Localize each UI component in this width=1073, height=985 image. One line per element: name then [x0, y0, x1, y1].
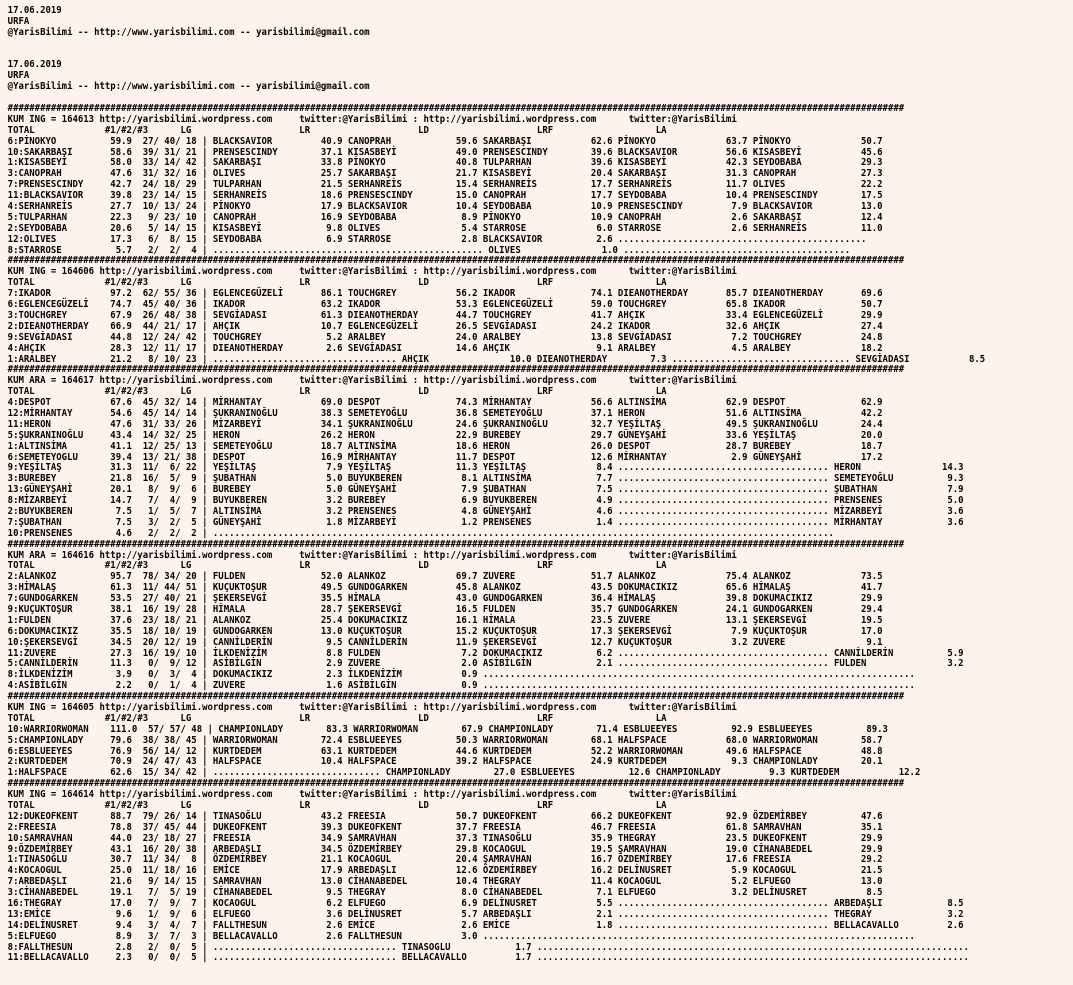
- report-line: 3:HİMALAŞ 61.3 11/ 44/ 51 | KUÇUKTOŞUR 49.5 GUNDOGARKEN 45.8 ALANKOZ 43.5 DOKUMACIKIZ 65.6 HİMALAŞ 41.7: [7, 582, 883, 594]
- section-separator: ######################################################################################################################################################################: [7, 103, 905, 115]
- report-line: 12:OLIVES 17.3 6/ 8/ 15 | SEYDOBABA 6.9 STARROSE 2.8 BLACKSAVIOR 2.6 ..............................................: [7, 233, 867, 245]
- report-line: @YarisBilimi -- http://www.yarisbilimi.com -- yarisbilimi@gmail.com: [7, 26, 370, 38]
- report-line: 2:KURTDEDEM 70.9 24/ 47/ 43 | HALFSPACE 10.4 HALFSPACE 39.2 HALFSPACE 24.9 KURTDEDEM 9.3 CHAMPIONLADY 20.1: [7, 756, 883, 768]
- report-line: 6:DOKUMACIKIZ 35.5 18/ 10/ 19 | GUNDOGARKEN 13.0 KUÇUKTOŞUR 15.2 KUÇUKTOŞUR 17.3 ŞEKERSEVGİ 7.9 KUÇUKTOŞUR 17.0: [7, 625, 883, 637]
- report-line: 10:SAMRAVHAN 44.0 23/ 18/ 27 | FREESIA 34.9 SAMRAVHAN 37.3 TINASOĞLU 35.9 THEGRAY 23.5 DUKEOFKENT 29.9: [7, 832, 883, 844]
- report-line: 9:YEŞİLTAŞ 31.3 11/ 6/ 22 | YEŞİLTAŞ 7.9 YEŞİLTAŞ 11.3 YEŞİLTAŞ 8.4 ....................................... HERON 14.3: [7, 462, 964, 474]
- race-header: KUM ING = 164606 http://yarisbilimi.wordpress.com twitter:@YarisBilimi : http://yarisbilimi.wordpress.com twitter:@YarisBilimi: [7, 266, 737, 278]
- report-line: 5:ELFUEGO 8.9 3/ 7/ 3 | BELLACAVALLO 2.6 FALLTHESUN 3.0 ................................................................................: [7, 930, 915, 942]
- report-line: URFA: [7, 70, 30, 82]
- column-header: TOTAL #1/#2/#3 LG LR LD LRF LA: [7, 277, 667, 289]
- report-line: 11:BELLACAVALLO 2.3 0/ 0/ 5 | .................................. BELLACAVALLO 1.7 ................................................................................: [7, 952, 969, 964]
- report-line: 8:STARROSE 5.7 2/ 2/ 4 | .................................................. OLIVES 1.0 ..........................................: [7, 244, 851, 256]
- report-line: 6:ESBLUEEYES 76.9 56/ 14/ 12 | KURTDEDEM 63.1 KURTDEDEM 44.6 KURTDEDEM 52.2 WARRIORWOMAN 49.6 HALFSPACE 48.8: [7, 745, 883, 757]
- blank-line: [8, 39, 1030, 50]
- column-header: TOTAL #1/#2/#3 LG LR LD LRF LA: [7, 800, 667, 812]
- report-line: 1:FULDEN 37.6 23/ 18/ 21 | ALANKOZ 25.4 DOKUMACIKIZ 16.1 HİMALA 23.5 ZUVERE 13.1 ŞEKERSEVGİ 19.5: [7, 614, 883, 626]
- report-line: 9:KUÇUKTOŞUR 38.1 16/ 19/ 28 | HİMALA 28.7 ŞEKERSEVGİ 16.5 FULDEN 35.7 GUNDOGARKEN 24.1 GUNDOGARKEN 29.4: [7, 603, 883, 615]
- report-line: 10:SAKARBAŞI 58.6 39/ 31/ 21 | PRENSESCINDY 37.1 KISASBEYİ 49.0 PRENSESCINDY 39.6 BLACKSAVIOR 56.6 KISASBEYİ 45.6: [7, 146, 883, 158]
- report-line: 12:MİRHANTAY 54.6 45/ 14/ 14 | ŞUKRANINOĞLU 38.3 SEMETEYOĞLU 36.8 SEMETEYOĞLU 37.1 HERON 51.6 ALTINSİMA 42.2: [7, 407, 883, 419]
- report-line: 2:DIEANOTHERDAY 66.9 44/ 21/ 17 | AHÇIK 10.7 EGLENCEGÜZELİ 26.5 SEVGİADASI 24.2 IKADOR 32.6 AHÇIK 27.4: [7, 320, 883, 332]
- section-separator: ######################################################################################################################################################################: [7, 364, 905, 376]
- blank-line: [8, 50, 1030, 61]
- report-line: 2:ALANKOZ 95.7 78/ 34/ 20 | FULDEN 52.0 ALANKOZ 69.7 ZUVERE 51.7 ALANKOZ 75.4 ALANKOZ 73.5: [7, 571, 883, 583]
- column-header: TOTAL #1/#2/#3 LG LR LD LRF LA: [7, 560, 667, 572]
- report-line: 9:ÖZDEMİRBEY 43.1 16/ 20/ 38 | ARBEDAŞLI 34.5 ÖZDEMİRBEY 29.8 KOCAOGUL 19.5 ŞAMRAVHAN 19.0 CİHANABEDEL 29.9: [7, 843, 883, 855]
- report-line: 17.06.2019: [7, 59, 62, 71]
- race-header: KUM ARA = 164617 http://yarisbilimi.wordpress.com twitter:@YarisBilimi : http://yarisbilimi.wordpress.com twitter:@YarisBilimi: [7, 375, 737, 387]
- report-line: 4:AHÇIK 28.3 12/ 11/ 17 | DIEANOTHERDAY 2.6 SEVGİADASI 14.6 AHÇIK 9.1 ARALBEY 4.5 ARALBEY 18.2: [7, 342, 883, 354]
- report-line: @YarisBilimi -- http://www.yarisbilimi.com -- yarisbilimi@gmail.com: [7, 81, 370, 93]
- report-line: 4:DESPOT 67.6 45/ 32/ 14 | MİRHANTAY 69.0 DESPOT 74.3 MİRHANTAY 56.6 ALTINSİMA 62.9 DESPOT 62.9: [7, 397, 883, 409]
- report-line: 1:KISASBEYİ 58.0 33/ 14/ 42 | SAKARBAŞI 33.8 PİNOKYO 40.8 TULPARHAN 39.6 KISASBEYİ 42.3 SEYDOBABA 29.3: [7, 157, 883, 169]
- report-line: 10:PRENSENES 4.6 2/ 2/ 2 | ...................................................................................................................: [7, 527, 834, 539]
- column-header: TOTAL #1/#2/#3 LG LR LD LRF LA: [7, 124, 667, 136]
- report-line: 2:FREESIA 78.8 37/ 45/ 44 | DUKEOFKENT 39.3 DUKEOFKENT 37.7 FREESIA 46.7 FREESIA 61.8 SAMRAVHAN 35.1: [7, 821, 883, 833]
- report-line: 4:KOCAOGUL 25.0 11/ 18/ 16 | EMİCE 17.9 ARBEDAŞLI 12.6 ÖZDEMİRBEY 16.2 DELİNUSRET 5.9 KOCAOGUL 21.5: [7, 865, 883, 877]
- column-header: TOTAL #1/#2/#3 LG LR LD LRF LA: [7, 712, 667, 724]
- report-line: 8:FALLTHESUN 2.8 2/ 0/ 5 | .................................. TINASOGLU 1.7 ................................................................................: [7, 941, 969, 953]
- report-line: 7:GUNDOGARKEN 53.5 27/ 40/ 21 | ŞEKERSEVGİ 35.5 HİMALA 43.0 GUNDOGARKEN 36.4 HİMALAŞ 39.8 DOKUMACIKIZ 29.9: [7, 593, 883, 605]
- report-line: 2:BUYUKBEREN 7.5 1/ 5/ 7 | ALTINSİMA 3.2 PRENSENES 4.8 GÜNEYŞAHİ 4.6 ....................................... MİZARBEYİ 3.6: [7, 505, 964, 517]
- report-line: 13:GÜNEYŞAHİ 20.1 8/ 9/ 6 | BUREBEY 5.0 GÜNEYŞAHİ 7.9 ŞUBATHAN 7.5 ....................................... ŞUBATHAN 7.9: [7, 484, 964, 496]
- report-line: 7:IKADOR 97.2 62/ 55/ 36 | EGLENCEGÜZELİ 86.1 TOUCHGREY 56.2 IKADOR 74.1 DIEANOTHERDAY 85.7 DIEANOTHERDAY 69.6: [7, 288, 883, 300]
- report-line: 7:ARBEDAŞLI 21.6 9/ 14/ 15 | SAMRAVHAN 13.0 CİHANABEDEL 10.4 THEGRAY 11.4 KOCAOGUL 5.2 ELFUEGO 13.0: [7, 876, 883, 888]
- section-separator: ######################################################################################################################################################################: [7, 538, 905, 550]
- report-line: 6:PİNOKYO 59.9 27/ 40/ 18 | BLACKSAVIOR 40.9 CANOPRAH 59.6 SAKARBAŞI 62.6 PİNOKYO 63.7 PİNOKYO 50.7: [7, 135, 883, 147]
- race-header: KUM ING = 164605 http://yarisbilimi.wordpress.com twitter:@YarisBilimi : http://yarisbilimi.wordpress.com twitter:@YarisBilimi: [7, 702, 737, 713]
- section-separator: ######################################################################################################################################################################: [7, 255, 905, 267]
- report-line: 1:HALFSPACE 62.6 15/ 34/ 42 | ............................... CHAMPIONLADY 27.0 ESBLUEEYES 12.6 CHAMPIONLADY 9.3 KURTDEDEM 12.2: [7, 767, 921, 779]
- section-separator: ######################################################################################################################################################################: [7, 778, 905, 790]
- report-line: 12:DUKEOFKENT 88.7 79/ 26/ 14 | TINASOĞLU 43.2 FREESIA 50.7 DUKEOFKENT 66.2 DUKEOFKENT 92.9 ÖZDEMİRBEY 47.6: [7, 810, 883, 822]
- report-line: 3:TOUCHGREY 67.9 26/ 48/ 38 | SEVGİADASI 61.3 DIEANOTHERDAY 44.7 TOUCHGREY 41.7 AHÇIK 33.4 EGLENCEGÜZELİ 29.9: [7, 309, 883, 321]
- report-line: 14:DELİNUSRET 9.4 3/ 4/ 7 | FALLTHESUN 2.6 EMİCE 2.6 EMİCE 1.8 ....................................... BELLACAVALLO 2.6: [7, 919, 964, 931]
- report-line: 8:MİZARBEYİ 14.7 7/ 4/ 9 | BUYUKBEREN 3.2 BUREBEY 6.9 BUYUKBEREN 4.9 ....................................... PRENSENES 5.0: [7, 495, 964, 507]
- report-line: 10:WARRIORWOMAN 111.0 57/ 57/ 48 | CHAMPIONLADY 83.3 WARRIORWOMAN 67.9 CHAMPIONLADY 71.4 ESBLUEEYES 92.9 ESBLUEEYES 89.3: [7, 723, 888, 735]
- report-line: 1:TINASOĞLU 30.7 11/ 34/ 8 | ÖZDEMİRBEY 21.1 KOCAOGUL 20.4 ŞAMRAVHAN 16.7 ÖZDEMİRBEY 17.6 FREESIA 29.2: [7, 854, 883, 866]
- report-line: 6:SEMETEYOGLU 39.4 13/ 21/ 38 | DESPOT 16.9 MİRHANTAY 11.7 DESPOT 12.6 MİRHANTAY 2.9 GÜNEYŞAHİ 17.2: [7, 451, 883, 463]
- race-header: KUM ARA = 164616 http://yarisbilimi.wordpress.com twitter:@YarisBilimi : http://yarisbilimi.wordpress.com twitter:@YarisBilimi: [7, 549, 737, 561]
- report-line: 6:EGLENCEGÜZELİ 74.7 45/ 40/ 36 | IKADOR 63.2 IKADOR 53.3 EGLENCEGÜZELİ 59.0 TOUCHGREY 65.8 IKADOR 50.7: [7, 299, 883, 311]
- report-line: 5:TULPARHAN 22.3 9/ 23/ 10 | CANOPRAH 16.9 SEYDOBABA 8.9 PİNOKYO 10.9 CANOPRAH 2.6 SAKARBAŞI 12.4: [7, 211, 883, 223]
- section-separator: ######################################################################################################################################################################: [7, 691, 905, 703]
- report-line: 7:PRENSESCINDY 42.7 24/ 18/ 29 | TULPARHAN 21.5 SERHANREİS 15.4 SERHANREİS 17.7 SERHANREİS 11.7 OLIVES 22.2: [7, 179, 883, 191]
- report-line: 5:CANNİLDERİN 11.3 0/ 9/ 12 | ASİBİLGİN 2.9 ZUVERE 2.0 ASİBİLGİN 2.1 ....................................... FULDEN 3.2: [7, 658, 964, 670]
- report-line: 1:ALTINSİMA 41.1 12/ 25/ 13 | SEMETEYOĞLU 18.7 ALTINSİMA 18.6 HERON 26.0 DESPOT 28.7 BUREBEY 18.7: [7, 440, 883, 452]
- report-line: 4:ASİBİLGİN 2.2 0/ 1/ 4 | ZUVERE 1.6 ASİBİLGİN 0.9 ................................................................................: [7, 680, 915, 692]
- report-line: 17.06.2019: [7, 5, 62, 16]
- report-line: 13:EMİCE 9.6 1/ 9/ 6 | ELFUEGO 3.6 DELİNUSRET 5.7 ARBEDAŞLI 2.1 ....................................... THEGRAY 3.2: [7, 908, 964, 920]
- report-line: 3:BUREBEY 21.8 16/ 5/ 9 | ŞUBATHAN 5.0 BUYUKBEREN 8.1 ALTINSİMA 7.7 ....................................... SEMETEYOĞLU 9.3: [7, 473, 964, 485]
- report-line: 16:THEGRAY 17.0 7/ 9/ 7 | KOCAOGUL 6.2 ELFUEGO 6.9 DELİNUSRET 5.5 ....................................... ARBEDAŞLI 8.5: [7, 898, 964, 910]
- report-line: 3:CANOPRAH 47.6 31/ 32/ 16 | OLIVES 25.7 SAKARBAŞI 21.7 KISASBEYİ 20.4 SAKARBAŞI 31.3 CANOPRAH 27.3: [7, 168, 883, 180]
- report-line: 4:SERHANREİS 27.7 10/ 13/ 24 | PİNOKYO 17.9 BLACKSAVIOR 10.4 SEYDOBABA 10.9 PRENSESCINDY 7.9 BLACKSAVIOR 13.0: [7, 201, 883, 213]
- column-header: TOTAL #1/#2/#3 LG LR LD LRF LA: [7, 386, 667, 398]
- report-line: 7:ŞUBATHAN 7.5 3/ 2/ 5 | GÜNEYŞAHİ 1.8 MİZARBEYİ 1.2 PRENSENES 1.4 ....................................... MİRHANTAY 3.6: [7, 516, 964, 528]
- report-line: 3:CİHANABEDEL 19.1 7/ 5/ 19 | CİHANABEDEL 9.5 THEGRAY 8.0 CİHANABEDEL 7.1 ELFUEGO 3.2 DELİNUSRET 8.5: [7, 887, 883, 899]
- race-header: KUM ING = 164613 http://yarisbilimi.wordpress.com twitter:@YarisBilimi : http://yarisbilimi.wordpress.com twitter:@YarisBilimi: [7, 113, 737, 125]
- report-line: 2:SEYDOBABA 20.6 5/ 14/ 15 | KISASBEYİ 9.8 OLIVES 5.4 STARROSE 6.0 STARROSE 2.6 SERHANREİS 11.0: [7, 222, 883, 234]
- race-header: KUM ING = 164614 http://yarisbilimi.wordpress.com twitter:@YarisBilimi : http://yarisbilimi.wordpress.com twitter:@YarisBilimi: [7, 789, 737, 801]
- report-line: 11:BLACKSAVIOR 39.8 23/ 14/ 15 | SERHANREİS 18.6 PRENSESCINDY 15.0 CANOPRAH 17.7 SEYDOBABA 10.4 PRENSESCINDY 17.5: [7, 190, 883, 202]
- report-line: 9:SEVGİADASI 44.8 12/ 24/ 42 | TOUCHGREY 5.2 ARALBEY 24.0 ARALBEY 13.8 SEVGİADASI 7.2 TOUCHGREY 24.8: [7, 331, 883, 343]
- report-line: 8:İLKDENİZİM 3.9 0/ 3/ 4 | DOKUMACIKIZ 2.3 İLKDENİZİM 0.9 ................................................................................: [7, 669, 915, 681]
- report-line: URFA: [7, 15, 30, 27]
- report-line: 1:ARALBEY 21.2 8/ 10/ 23 | .................................. AHÇIK 10.0 DIEANOTHERDAY 7.3 ................................. SEVGİADASI 8.5: [7, 353, 986, 365]
- report-line: 5:CHAMPIONLADY 79.6 38/ 38/ 45 | WARRIORWOMAN 72.4 ESBLUEEYES 50.3 WARRIORWOMAN 68.1 HALFSPACE 68.0 WARRIORWOMAN 58.7: [7, 734, 883, 746]
- report-line: 11:ZUVERE 27.3 16/ 19/ 10 | İLKDENİZİM 8.8 FULDEN 7.2 DOKUMACIKIZ 6.2 ....................................... CANNİLDERİN 5.9: [7, 647, 964, 659]
- report-line: 5:ŞUKRANINOĞLU 43.4 14/ 32/ 25 | HERON 26.2 HERON 22.9 BUREBEY 29.7 GÜNEYŞAHİ 33.6 YEŞİLTAŞ 20.0: [7, 429, 883, 441]
- report-line: 11:HERON 47.6 31/ 33/ 26 | MİZARBEYİ 34.1 ŞUKRANINOĞLU 24.6 ŞUKRANINOĞLU 32.7 YEŞİLTAŞ 49.5 ŞUKRANINOĞLU 24.4: [7, 418, 883, 430]
- report-line: 10:ŞEKERSEVGİ 34.5 20/ 12/ 19 | CANNİLDERİN 9.5 CANNİLDERİN 11.9 ŞEKERSEVGİ 12.7 KUÇUKTOŞUR 3.2 ZUVERE 9.1: [7, 636, 883, 648]
